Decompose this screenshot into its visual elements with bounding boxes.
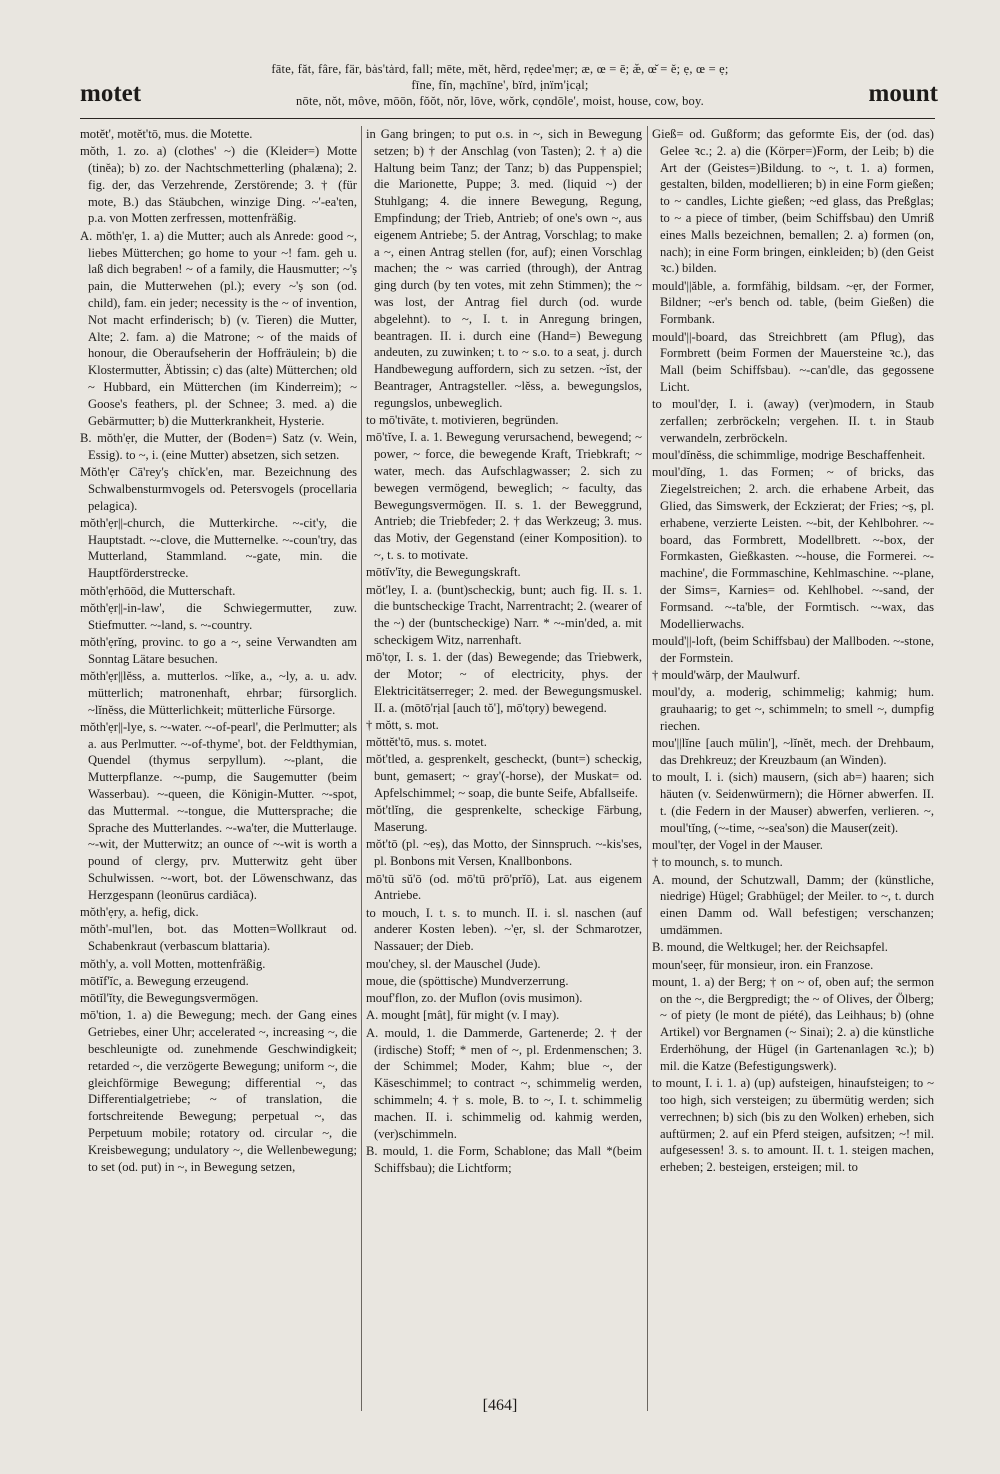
- dictionary-entry: mŏt'ley, I. a. (bunt)scheckig, bunt; auch fig. II. s. 1. die buntscheckige Tracht, Narrentracht; 2. (wearer of the ~) der (buntscheckige) Narr. * ~-min'ded, a. mit scheckigem Witz, narrenhaft.: [366, 582, 642, 647]
- dictionary-entry: mōtĭl'ĭty, die Bewegungsvermögen.: [80, 991, 259, 1006]
- page-number: [464]: [482, 1397, 518, 1414]
- dictionary-entry: mŏth'y, a. voll Motten, mottenfräßig.: [80, 956, 266, 971]
- dictionary-entry: mŏth'ẹry, a. hefig, dick.: [80, 905, 199, 920]
- dictionary-entry: mŏth'ẹr||-in-law', die Schwiegermutter, zuw. Stiefmutter. ~-land, s. ~-country.: [80, 600, 357, 632]
- dictionary-entry: mŏth'ẹr||-lye, s. ~-water. ~-of-pearl', die Perlmutter; als a. aus Perlmutter. ~-of-thyme', bot. der Feldthymian, Quendel (thymus serpyllum). ~-plant, die Mutterpflanze. ~-pump, die Saugemutter (beim Wasserbau). ~-queen, die Königin-Mutter. ~-spot, das Muttermal. ~-tongue, die Muttersprache; die Sprache des Mutterlandes. ~-wa'ter, die Mutterlauge. ~-wit, der Mutterwitz; an ounce of ~-wit is worth a pound of clergy, prv. Mutterwitz geht über Schulwissen. ~-wort, bot. der Löwenschwanz, das Herzgespann (leonūrus cardiăca).: [80, 719, 357, 902]
- dictionary-entry: B. mould, 1. die Form, Schablone; das Mall *(beim Schiffsbau); die Lichtform;: [366, 1143, 642, 1175]
- column-3: [652, 126, 934, 1411]
- dictionary-entry: A. mould, 1. die Dammerde, Gartenerde; 2. † der (irdische) Stoff; * men of ~, pl. Erdenmenschen; 3. der Schimmel; Moder, Kahm; blue ~, der Käseschimmel; to contract ~, schimmelig werden, schimmeln; 4. † s. mole, B. to ~, I. t. schimmelig machen. II. i. schimmelig od. kahmig werden, (ver)schimmeln.: [366, 1025, 642, 1141]
- dictionary-entry: to mount, I. i. 1. a) (up) aufsteigen, hinaufsteigen; to ~ too high, sich versteigen; zu übermütig werden; sich verrechnen; b) sich (bis zu den Wolken) erheben, sich auftürmen; 2. auf ein Pferd steigen, aufsitzen; ~! mil. aufgesessen! 3. s. to amount. II. t. 1. steigen machen, erheben; 2. besteigen, ersteigen; mil. to: [652, 1076, 934, 1175]
- pronunciation-key-line-3: nōte, nŏt, môve, mōōn, fŏŏt, nŏr, lōve, wŏrk, cọndōle', moist, house, cow, boy.: [296, 94, 704, 108]
- dictionary-entry: moun'seẹr, für monsieur, iron. ein Franzose.: [652, 957, 874, 972]
- dictionary-entry: mŏth'ẹr||-church, die Mutterkirche. ~-cit'y, die Hauptstadt. ~-clove, die Mutternelke. ~-coun'try, das Mutterland, Stammland. ~-gate, min. die Hauptförderstrecke.: [80, 515, 357, 581]
- column-1: [80, 126, 357, 1411]
- dictionary-entry: motĕt', motĕt'tō, mus. die Motette.: [80, 127, 253, 141]
- dictionary-entry: † mould'wărp, der Maulwurf.: [652, 668, 801, 682]
- dictionary-entry: moul'dĭnĕss, die schimmlige, modrige Beschaffenheit.: [652, 448, 926, 463]
- dictionary-entry: mŏt'tled, a. gesprenkelt, gescheckt, (bunt=) scheckig, bunt, gemasert; ~ gray'(-horse), der Muskat= od. Apfelschimmel; ~ soap, die bunte Seife, Abfallseife.: [366, 752, 642, 801]
- pronunciation-key-line-1: fāte, făt, fâre, fär, bȧs'tȧrd, fall; mēte, mĕt, hẽrd, rẹdee'mẹr; æ, œ = ē; æ̆, œ̆ = ĕ; ẹ, œ = ẹ;: [271, 62, 729, 76]
- dictionary-entry: A. mŏth'ẹr, 1. a) die Mutter; auch als Anrede: good ~, liebes Mütterchen; go home to your ~! fam. geh u. laß dich begraben! ~ of a family, die Hausmutter; ~'ṣ pain, die Mutterwehen (pl.); every ~'ṣ son (od. child), fam. ein jeder; necessity is the ~ of invention, Not macht erfinderisch; b) (v. Tieren) die Mutter, Alte; 2. fam. a) die Matrone; ~ of the maids of honour, die Oberaufseherin der Hoffräulein; b) die Klostermutter, Äbtissin; c) das (alte) Mütterchen; old ~ Hubbard, ein Mütterchen (im Kinderreim); ~ Goose's feathers, pl. der Schnee; 3. med. a) die Gebärmutter; b) die Mutterkrankheit, Hysterie.: [80, 228, 357, 428]
- dictionary-entry: mould'||-board, das Streichbrett (am Pflug), das Formbrett (beim Formen der Mauersteine ꝛc.), das Mall (beim Schiffsbau). ~-can'dle, das gegossene Licht.: [652, 329, 934, 394]
- dictionary-entry: in Gang bringen; to put o.s. in ~, sich in Bewegung setzen; b) † der Anschlag (von Tasten); 2. † a) die Haltung beim Tanz; der Tanz; b) das Puppenspiel; die Marionette, Puppe; 3. med. (liquid ~) der Stuhlgang; 4. die innere Bewegung, Regung, Empfindung; der Trieb, Antrieb; of one's own ~, aus eigenem Antriebe; 5. der Antrag, Vorschlag; to make a ~, einen Antrag stellen (for, auf); einen Vorschlag machen; the ~ was carried (through), der Antrag ging durch (by ten votes, mit zehn Stimmen); the ~ was lost, der Antrag fiel durch (od. wurde abgelehnt). to ~, I. t. in Anregung bringen, beantragen. II. i. durch eine (Hand=) Bewegung andeuten, zu zuwinken; t. to ~ s.o. to a seat, j. durch Handbewegung auffordern, sich zu setzen. ~ĭst, der Beantrager, Antragsteller. ~lĕss, a. bewegungslos, regungslos, unbeweglich.: [366, 127, 642, 410]
- dictionary-entry: A. mought [mât], für might (v. I may).: [366, 1008, 560, 1023]
- dictionary-entry: to mouch, I. t. s. to munch. II. i. sl. naschen (auf anderer Kosten leben). ~'ẹr, sl. der Schmarotzer, Nassauer; der Dieb.: [366, 905, 642, 954]
- dictionary-entry: to moult, I. i. (sich) mausern, (sich ab=) haaren; sich häuten (v. Seidenwürmern); die Hörner abwerfen. II. t. (die Federn in der Mauser) abwerfen, verlieren. ~, moul'tĭng, (~-time, ~-sea'son) die Mauser(zeit).: [652, 770, 934, 835]
- column-divider-1: [361, 126, 362, 1411]
- dictionary-entry: mō'tọr, I. s. 1. der (das) Bewegende; das Triebwerk, der Motor; ~ of electricity, phys. der Elektricitätserreger; 2. med. der Bewegungsmuskel. II. a. (mōtō'rịal [auch tŏ'], mō'tọry) bewegend.: [366, 650, 642, 715]
- dictionary-entry: mŏth'ẹrhōōd, die Mutterschaft.: [80, 583, 236, 598]
- dictionary-entry: mō'tĭve, I. a. 1. Bewegung verursachend, bewegend; ~ power, ~ force, die bewegende Kraft, Triebkraft; ~ water, mech. das Aufschlagwasser; 2. sich zu bewegen vermögend, beweglich; ~ faculty, das Bewegungsvermögen. II. s. 1. der Beweggrund, Antrieb; die Triebfeder; 2. † das Werkzeug; 3. mus. das Motiv, der Gegenstand (einer Komposition). to ~, t. s. to motivate.: [366, 430, 642, 562]
- dictionary-entry: mouf'flon, zo. der Muflon (ovis musimon).: [366, 991, 583, 1006]
- dictionary-entry: mŏt'tlĭng, die gesprenkelte, scheckige Färbung, Maserung.: [366, 803, 642, 835]
- dictionary-entry: Gieß= od. Gußform; das geformte Eis, der (od. das) Gelee ꝛc.; 2. a) die (Körper=)Form, der Leib; b) die Art der (Geistes=)Bildung. to ~, t. 1. a) formen, gestalten, bilden, modellieren; b) in eine Form gießen; to ~ candles, Lichte gießen; ~ed glass, das Preßglas; to ~ a piece of timber, (beim Schiffsbau) den Umriß eines Malls bezeichnen, bemallen; 2. a) formen (on, nach); in eine Form bringen, einkleiden; b) (den Geist ꝛc.) bilden.: [652, 127, 934, 276]
- dictionary-entry: mou'||lĭne [auch mūlin'], ~lĭnĕt, mech. der Drehbaum, das Drehkreuz; der Kreuzbaum (an Winden).: [652, 736, 934, 767]
- column-divider-2: [647, 126, 648, 1411]
- dictionary-entry: mō'tion, 1. a) die Bewegung; mech. der Gang eines Getriebes, einer Uhr; accelerated ~, increasing ~, die beschleunigte od. zunehmende Geschwindigkeit; retarded ~, die verzögerte Bewegung; uniform ~, die gleichförmige Bewegung; differential ~, das Differentialgetriebe; ~ of translation, die fortschreitende Bewegung; perpetual ~, das Perpetuum mobile; rotatory od. circular ~, die Kreisbewegung; undulatory ~, die Wellenbewegung; to set (od. put) in ~, in Bewegung setzen,: [80, 1008, 357, 1174]
- column-2: [366, 126, 642, 1411]
- dictionary-entry: mōtĭf'ĭc, a. Bewegung erzeugend.: [80, 973, 249, 988]
- dictionary-entry: moul'dy, a. moderig, schimmelig; kahmig; hum. grauhaarig; to get ~, schimmeln; to smell ~, dumpfig riechen.: [652, 685, 934, 733]
- guide-word-left: motet: [80, 80, 142, 107]
- dictionary-entry: moue, die (spöttische) Mundverzerrung.: [366, 973, 569, 988]
- dictionary-entry: Mŏth'ẹr Cā'rey'ṣ chĭck'en, mar. Bezeichnung des Schwalbensturmvogels od. Petersvogels (procellaria pelagica).: [80, 464, 357, 513]
- dictionary-entry: † mŏtt, s. mot.: [366, 717, 439, 732]
- dictionary-entry: mou'chey, sl. der Mauschel (Jude).: [366, 956, 541, 971]
- dictionary-entry: to moul'dẹr, I. i. (away) (ver)modern, in Staub zerfallen; zerbröckeln; vergehen. II. t. in Staub verwandeln, zerbröckeln.: [652, 397, 934, 445]
- dictionary-entry: A. mound, der Schutzwall, Damm; der (künstliche, niedrige) Hügel; Grabhügel; der Meiler. to ~, t. durch einen Damm od. Wall befestigen; verschanzen; umdämmen.: [652, 872, 934, 937]
- dictionary-entry: moul'tẹr, der Vogel in der Mauser.: [652, 837, 823, 852]
- dictionary-entry: mō'tū sŭ'ō (od. mō'tū prō'prĭō), Lat. aus eigenem Antriebe.: [366, 871, 642, 903]
- dictionary-entry: mount, 1. a) der Berg; † on ~ of, oben auf; the sermon on the ~, die Bergpredigt; the ~ of Olives, der Ölberg; ~ of piety (le mont de piété), das Leihhaus; b) (ohne Artikel) vor Bergnamen (~ Sinai); 2. a) die künstliche Erderhöhung, der Hügel (in Gartenanlagen ꝛc.); b) mil. die Katze (Befestigungswerk).: [652, 974, 934, 1073]
- dictionary-entry: mŏt'tō (pl. ~eṣ), das Motto, der Sinnspruch. ~-kis'ses, pl. Bonbons mit Versen, Knallbonbons.: [366, 837, 642, 869]
- guide-word-right: mount: [868, 80, 938, 107]
- dictionary-entry: mŏth, 1. zo. a) (clothes' ~) die (Kleider=) Motte (tinĕa); b) zo. der Nachtschmetterling (phalæna); 2. fig. der, das Verzehrende, Zerstörende; 3. † (für mote, B.) das Stäubchen, winzige Ding. ~'-ea'ten, p.a. von Motten zerfressen, mottenfräßig.: [80, 144, 357, 226]
- dictionary-entry: B. mŏth'ẹr, die Mutter, der (Boden=) Satz (v. Wein, Essig). to ~, i. (eine Mutter) absetzen, sich setzen.: [80, 430, 357, 462]
- pronunciation-key-line-2: fīne, fĭn, mạchīne', bïrd, ịnïm'ịcạl;: [411, 78, 589, 92]
- dictionary-entry: mŏttĕt'tō, mus. s. motet.: [366, 735, 487, 750]
- dictionary-entry: mould'||ăble, a. formfähig, bildsam. ~ẹr, der Former, Bildner; ~er's bench od. table, (beim Gießen) die Formbank.: [652, 278, 934, 327]
- dictionary-entry: to mō'tivāte, t. motivieren, begründen.: [366, 413, 559, 428]
- dictionary-entry: mŏth'-mul'len, bot. das Motten=Wollkraut od. Schabenkraut (verbascum blattaria).: [80, 922, 357, 954]
- dictionary-entry: mŏth'ẹrĭng, provinc. to go a ~, seine Verwandten am Sonntag Lätare besuchen.: [80, 634, 357, 666]
- dictionary-entry: mŏth'ẹr||lĕss, a. mutterlos. ~līke, a., ~ly, a. u. adv. mütterlich; matronenhaft, ehrbar; fürsorglich. ~lĭnĕss, die Mütterlichkeit; mütterliche Fürsorge.: [80, 669, 357, 717]
- header-rule: [80, 118, 935, 119]
- dictionary-entry: † to mounch, s. to munch.: [652, 855, 783, 870]
- dictionary-entry: moul'dĭng, 1. das Formen; ~ of bricks, das Ziegelstreichen; 2. arch. die erhabene Arbeit, das Glied, das Simswerk, der Eckzierat; der Fries; ~ṣ, pl. erhabene, verzierte Leisten. ~-bit, der Kehlbohrer. ~-board, das Formbrett, Modellbrett. ~-box, der Formkasten, Gießkasten. ~-house, die Formerei. ~-machine', die Formmaschine, Kehlmaschine. ~-plane, der Sims=, Karnies= od. Kehlhobel. ~-sand, der Formsand. ~-ta'ble, der Formtisch. ~-wax, das Modellierwachs.: [652, 465, 934, 631]
- dictionary-entry: mould'||-loft, (beim Schiffsbau) der Mallboden. ~-stone, der Formstein.: [652, 633, 934, 665]
- dictionary-entry: mōtĭv'ĭty, die Bewegungskraft.: [366, 565, 521, 580]
- dictionary-entry: B. mound, die Weltkugel; her. der Reichsapfel.: [652, 940, 888, 955]
